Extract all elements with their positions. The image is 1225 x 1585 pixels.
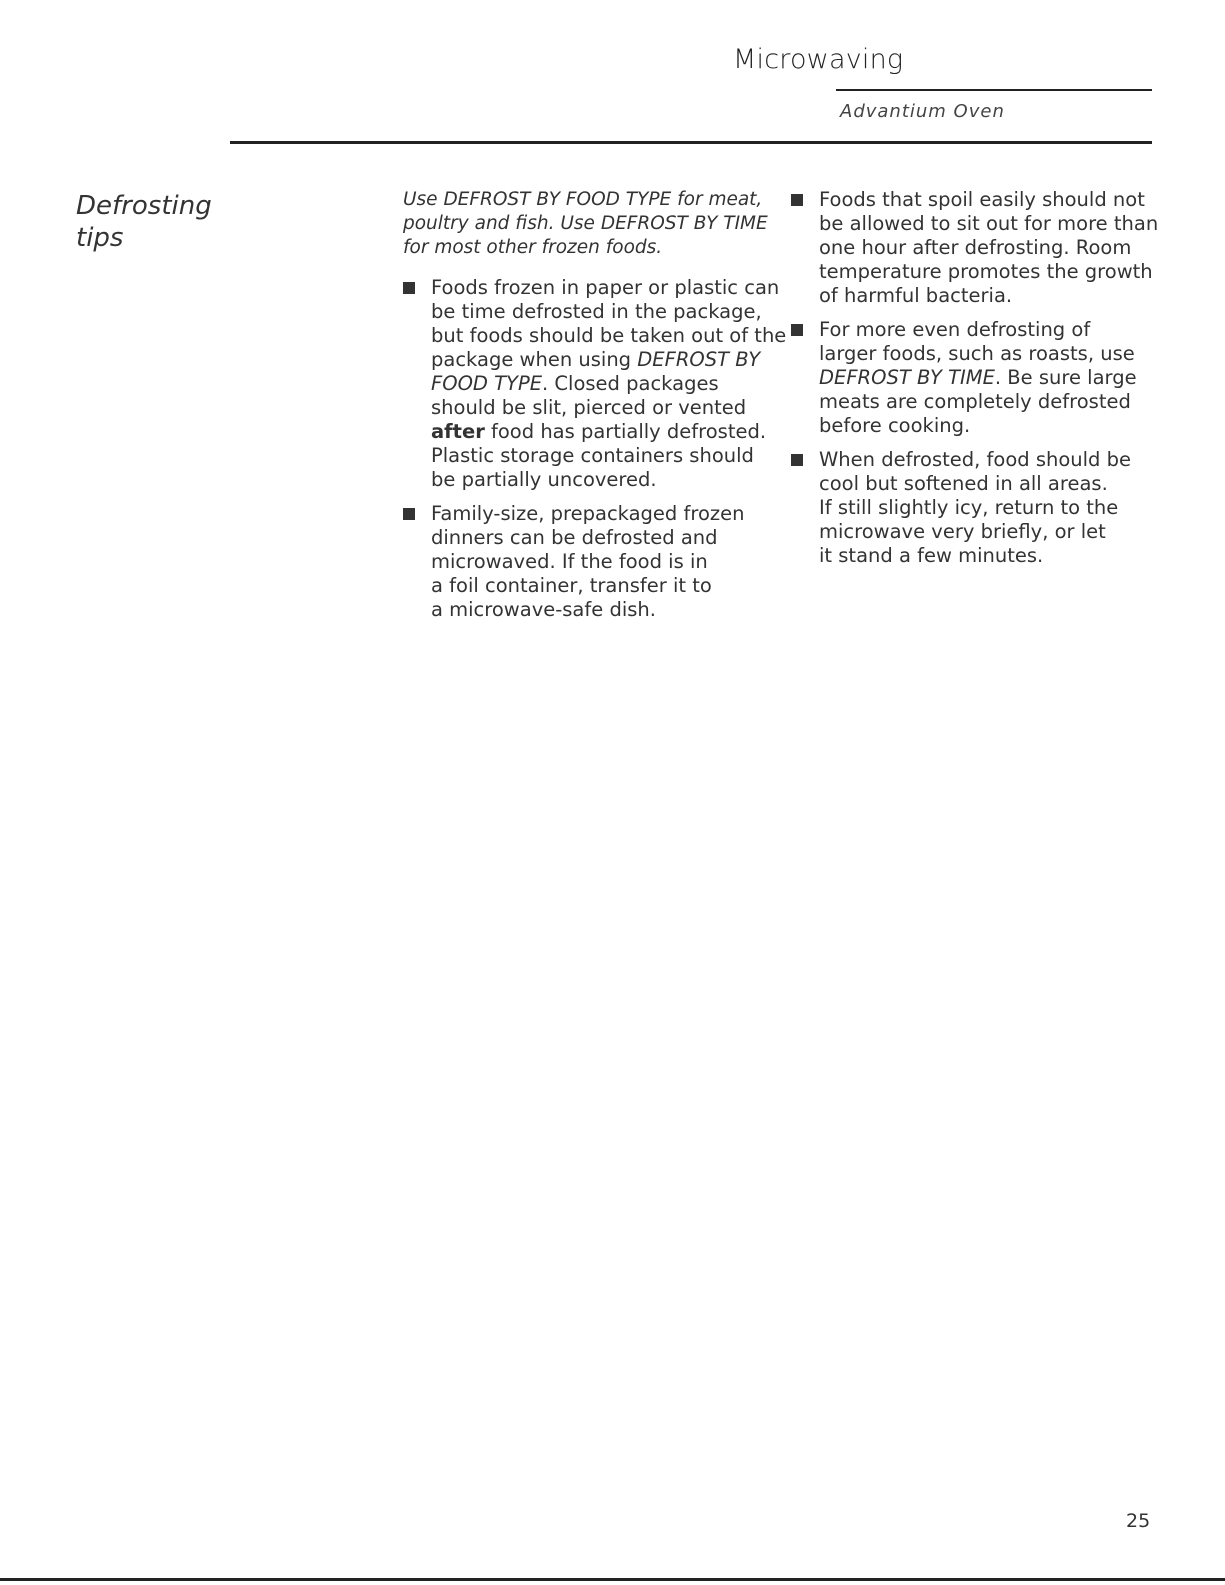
bullet-line: [431, 348, 775, 372]
intro-line: for most other frozen foods.: [403, 237, 663, 258]
bullet-line: but foods should be taken out of the: [431, 324, 787, 347]
bullet-line: be time defrosted in the package,: [431, 300, 762, 323]
bullet-line: Plastic storage containers should: [431, 444, 754, 467]
bullet-item: [791, 448, 1163, 568]
page-header-subtitle: Advantium Oven: [840, 101, 1005, 122]
text-run: package when using: [431, 348, 638, 371]
header-rule-long: [230, 141, 1152, 144]
bullet-line: before cooking.: [819, 414, 971, 437]
bullet-item: [791, 318, 1163, 438]
bottom-rule: [0, 1578, 1225, 1581]
text-run: . Be sure large: [994, 366, 1137, 389]
bullet-line: Family-size, prepackaged frozen: [431, 502, 745, 525]
bullet-item: [403, 502, 775, 622]
bullet-item: [791, 188, 1163, 308]
bullet-square-icon: [403, 282, 415, 294]
bullet-item: [403, 276, 787, 492]
section-title-line1: Defrosting: [76, 191, 212, 221]
text-run: . Closed packages: [542, 372, 719, 395]
page-number: 25: [1126, 1510, 1151, 1532]
bullet-line: microwave very briefly, or let: [819, 520, 1106, 543]
right-column: [791, 188, 1163, 578]
section-title: [76, 190, 276, 254]
bullet-line: a microwave-safe dish.: [431, 598, 656, 621]
bullet-line: [431, 420, 775, 444]
bullet-line: it stand a few minutes.: [819, 544, 1044, 567]
text-run: food has partially defrosted.: [484, 420, 767, 443]
bullet-line: If still slightly icy, return to the: [819, 496, 1119, 519]
page-header-title: Microwaving: [733, 44, 904, 75]
intro-paragraph: [403, 188, 775, 260]
bullet-line: be partially uncovered.: [431, 468, 657, 491]
bullet-line: [819, 366, 1163, 390]
header-rule-short: [836, 89, 1152, 91]
bullet-line: cool but softened in all areas.: [819, 472, 1108, 495]
bullet-line: Foods that spoil easily should not: [819, 188, 1145, 211]
emphasis-text: FOOD TYPE: [431, 372, 543, 395]
bullet-line: When defrosted, food should be: [819, 448, 1132, 471]
bullet-square-icon: [791, 194, 803, 206]
bullet-square-icon: [791, 324, 803, 336]
bullet-line: Foods frozen in paper or plastic can: [431, 276, 780, 299]
section-title-line2: tips: [76, 223, 124, 253]
bullet-line: temperature promotes the growth: [819, 260, 1153, 283]
bullet-line: dinners can be defrosted and: [431, 526, 718, 549]
bullet-line: one hour after defrosting. Room: [819, 236, 1132, 259]
bullet-line: a foil container, transfer it to: [431, 574, 712, 597]
bullet-square-icon: [791, 454, 803, 466]
bullet-line: should be slit, pierced or vented: [431, 396, 747, 419]
bullet-line: For more even defrosting of: [819, 318, 1091, 341]
bullet-line: meats are completely defrosted: [819, 390, 1131, 413]
bold-text: after: [431, 420, 485, 443]
left-column: [403, 188, 787, 632]
emphasis-text: DEFROST BY TIME: [819, 366, 995, 389]
bullet-square-icon: [403, 508, 415, 520]
bullet-line: larger foods, such as roasts, use: [819, 342, 1135, 365]
bullet-line: [431, 372, 775, 396]
bullet-line: be allowed to sit out for more than: [819, 212, 1159, 235]
bullet-line: of harmful bacteria.: [819, 284, 1013, 307]
intro-line: Use DEFROST BY FOOD TYPE for meat,: [403, 189, 763, 210]
intro-line: poultry and fish. Use DEFROST BY TIME: [403, 213, 768, 234]
emphasis-text: DEFROST BY: [637, 348, 761, 371]
bullet-line: microwaved. If the food is in: [431, 550, 708, 573]
